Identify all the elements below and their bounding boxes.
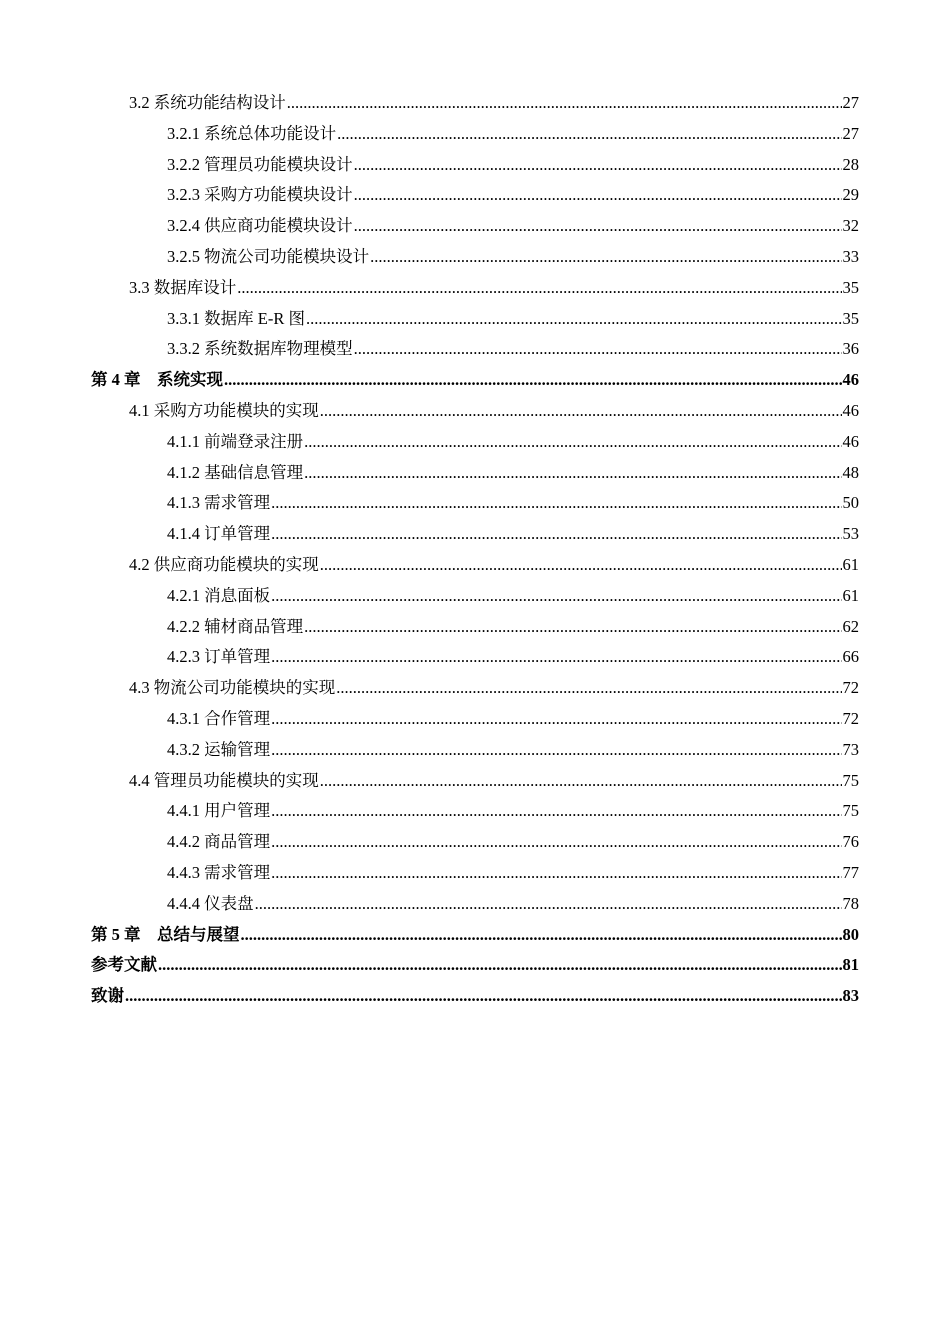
toc-dot-leader: [320, 396, 842, 427]
toc-entry-title: 4.1.4 订单管理: [167, 524, 271, 544]
toc-dot-leader: [304, 427, 841, 458]
toc-entry-title: 3.2.2 管理员功能模块设计: [167, 154, 353, 174]
toc-entry[interactable]: [91, 334, 859, 365]
toc-entry[interactable]: [91, 550, 859, 581]
toc-entry-title: 3.3.2 系统数据库物理模型: [167, 339, 353, 359]
toc-entry-title: 4.4.2 商品管理: [167, 832, 271, 852]
toc-entry[interactable]: [91, 242, 859, 273]
toc-entry-page-number: 35: [842, 277, 859, 297]
toc-entry-page-number: 83: [842, 986, 859, 1006]
toc-dot-leader: [306, 304, 842, 335]
toc-entry-page-number: 78: [842, 893, 859, 913]
toc-entry-page-number: 62: [842, 616, 859, 636]
toc-entry-page-number: 46: [842, 370, 859, 390]
toc-entry-title: 4.1 采购方功能模块的实现: [129, 400, 319, 420]
toc-entry-title: 第 5 章 总结与展望: [91, 924, 240, 944]
toc-dot-leader: [271, 704, 841, 735]
toc-dot-leader: [354, 334, 842, 365]
toc-dot-leader: [304, 612, 841, 643]
toc-dot-leader: [336, 673, 841, 704]
toc-entry-page-number: 76: [842, 832, 859, 852]
toc-entry-title: 4.1.2 基础信息管理: [167, 462, 304, 482]
toc-entry-title: 4.2.1 消息面板: [167, 585, 271, 605]
toc-dot-leader: [241, 920, 842, 951]
toc-entry-title: 4.4 管理员功能模块的实现: [129, 770, 319, 790]
toc-entry[interactable]: [91, 119, 859, 150]
toc-entry-title: 4.3 物流公司功能模块的实现: [129, 678, 336, 698]
toc-entry-title: 3.2.1 系统总体功能设计: [167, 123, 337, 143]
toc-entry-title: 3.3 数据库设计: [129, 277, 237, 297]
toc-entry[interactable]: [91, 396, 859, 427]
toc-entry[interactable]: [91, 488, 859, 519]
toc-dot-leader: [320, 550, 842, 581]
toc-dot-leader: [271, 735, 841, 766]
toc-entry-page-number: 46: [842, 431, 859, 451]
toc-entry-page-number: 46: [842, 400, 859, 420]
toc-dot-leader: [271, 488, 841, 519]
toc-entry[interactable]: [91, 950, 859, 981]
toc-entry[interactable]: [91, 150, 859, 181]
toc-dot-leader: [304, 458, 841, 489]
toc-dot-leader: [354, 180, 842, 211]
toc-dot-leader: [354, 211, 842, 242]
toc-entry[interactable]: [91, 858, 859, 889]
toc-dot-leader: [271, 642, 841, 673]
toc-entry-title: 4.4.1 用户管理: [167, 801, 271, 821]
toc-entry-title: 4.2.2 辅材商品管理: [167, 616, 304, 636]
toc-entry-title: 3.3.1 数据库 E-R 图: [167, 308, 305, 328]
toc-entry-page-number: 72: [842, 678, 859, 698]
toc-dot-leader: [271, 858, 841, 889]
toc-dot-leader: [271, 796, 841, 827]
toc-dot-leader: [320, 766, 842, 797]
toc-entry-page-number: 66: [842, 647, 859, 667]
toc-entry[interactable]: [91, 766, 859, 797]
toc-entry[interactable]: [91, 642, 859, 673]
toc-entry-page-number: 77: [842, 862, 859, 882]
toc-entry[interactable]: [91, 981, 859, 1012]
toc-entry-title: 致谢: [91, 986, 124, 1006]
toc-entry[interactable]: [91, 581, 859, 612]
toc-entry[interactable]: [91, 427, 859, 458]
toc-entry-page-number: 50: [842, 493, 859, 513]
toc-dot-leader: [255, 889, 842, 920]
toc-entry-page-number: 73: [842, 739, 859, 759]
toc-entry-page-number: 61: [842, 585, 859, 605]
toc-entry-page-number: 27: [842, 123, 859, 143]
toc-entry-page-number: 81: [842, 955, 859, 975]
toc-entry-page-number: 61: [842, 554, 859, 574]
toc-dot-leader: [271, 827, 841, 858]
toc-entry-page-number: 48: [842, 462, 859, 482]
toc-entry-title: 4.3.2 运输管理: [167, 739, 271, 759]
toc-dot-leader: [287, 88, 842, 119]
toc-entry[interactable]: [91, 88, 859, 119]
toc-entry[interactable]: [91, 211, 859, 242]
toc-entry-page-number: 35: [842, 308, 859, 328]
toc-entry-title: 4.2 供应商功能模块的实现: [129, 554, 319, 574]
toc-entry[interactable]: [91, 180, 859, 211]
toc-entry-title: 4.1.1 前端登录注册: [167, 431, 304, 451]
toc-entry[interactable]: [91, 519, 859, 550]
toc-entry-page-number: 36: [842, 339, 859, 359]
toc-entry[interactable]: [91, 735, 859, 766]
toc-dot-leader: [125, 981, 842, 1012]
toc-entry[interactable]: [91, 673, 859, 704]
toc-entry-title: 4.4.3 需求管理: [167, 862, 271, 882]
toc-entry[interactable]: [91, 889, 859, 920]
toc-entry-title: 4.4.4 仪表盘: [167, 893, 254, 913]
toc-entry[interactable]: [91, 704, 859, 735]
toc-entry-title: 3.2.4 供应商功能模块设计: [167, 216, 353, 236]
table-of-contents: [91, 88, 859, 1012]
toc-entry-title: 4.1.3 需求管理: [167, 493, 271, 513]
toc-entry-page-number: 80: [842, 924, 859, 944]
toc-entry-page-number: 28: [842, 154, 859, 174]
toc-entry-page-number: 29: [842, 185, 859, 205]
toc-dot-leader: [237, 273, 841, 304]
toc-entry[interactable]: [91, 827, 859, 858]
toc-entry-title: 4.2.3 订单管理: [167, 647, 271, 667]
toc-entry-title: 第 4 章 系统实现: [91, 370, 223, 390]
toc-dot-leader: [158, 950, 842, 981]
toc-entry[interactable]: [91, 365, 859, 396]
toc-dot-leader: [224, 365, 842, 396]
toc-entry-page-number: 33: [842, 246, 859, 266]
toc-entry-page-number: 75: [842, 770, 859, 790]
toc-dot-leader: [271, 581, 841, 612]
toc-entry-page-number: 32: [842, 216, 859, 236]
toc-entry-title: 参考文献: [91, 955, 157, 975]
toc-entry-page-number: 53: [842, 524, 859, 544]
toc-entry-title: 3.2.5 物流公司功能模块设计: [167, 246, 370, 266]
toc-dot-leader: [354, 150, 842, 181]
toc-entry-title: 3.2.3 采购方功能模块设计: [167, 185, 353, 205]
toc-dot-leader: [271, 519, 841, 550]
toc-entry[interactable]: [91, 920, 859, 951]
toc-entry-title: 4.3.1 合作管理: [167, 708, 271, 728]
toc-entry-page-number: 27: [842, 93, 859, 112]
toc-entry[interactable]: [91, 304, 859, 335]
toc-entry-page-number: 75: [842, 801, 859, 821]
toc-entry[interactable]: [91, 796, 859, 827]
toc-entry[interactable]: [91, 612, 859, 643]
toc-entry[interactable]: [91, 273, 859, 304]
toc-dot-leader: [370, 242, 841, 273]
toc-dot-leader: [337, 119, 841, 150]
toc-entry-title: 3.2 系统功能结构设计: [129, 93, 286, 112]
toc-entry-page-number: 72: [842, 708, 859, 728]
toc-entry[interactable]: [91, 458, 859, 489]
